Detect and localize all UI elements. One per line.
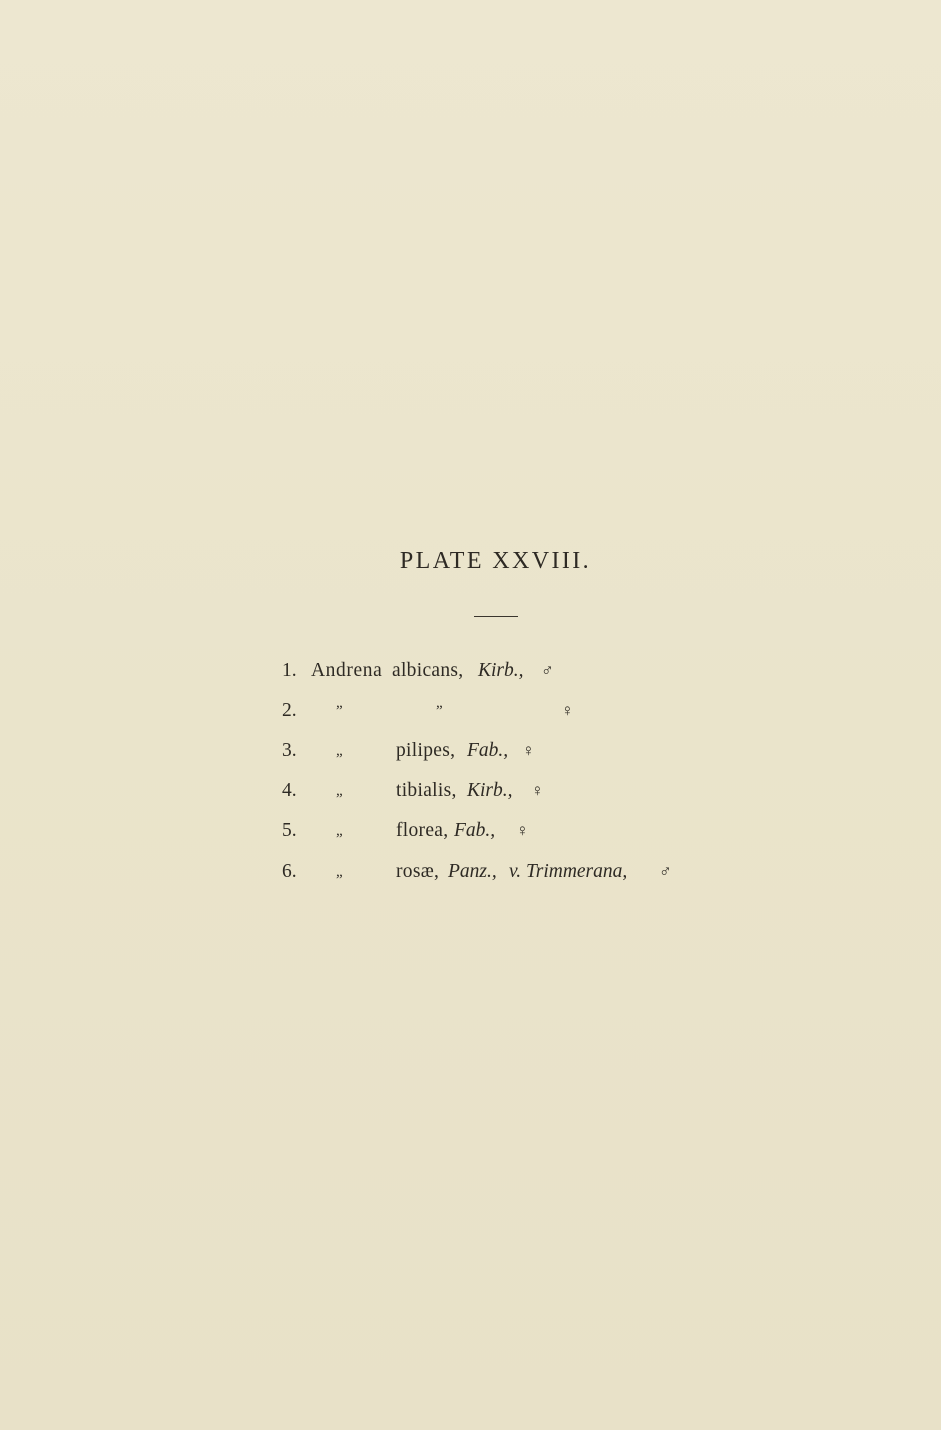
legend-entry [0,816,941,846]
genus-ditto-mark: „ [336,783,343,799]
legend-entry [0,857,941,887]
entry-number: 1. [282,660,297,681]
legend-entry [0,776,941,806]
entry-number: 6. [282,861,297,882]
male-sex-symbol: ♂ [659,862,672,881]
species-name: albicans, [392,660,464,681]
entry-number: 2. [282,700,297,721]
genus-ditto-mark: ” [336,703,343,719]
species-authority: Kirb., [478,660,524,681]
entry-number: 3. [282,740,297,761]
female-sex-symbol: ♀ [561,701,574,720]
legend-entry [0,736,941,766]
legend-entry [0,656,941,686]
female-sex-symbol: ♀ [516,821,529,840]
species-name: pilipes, [396,740,456,761]
entry-number: 4. [282,780,297,801]
entry-number: 5. [282,820,297,841]
species-authority: Fab., [454,820,496,841]
species-ditto-mark: ” [436,703,443,719]
species-authority: Kirb., [467,780,513,801]
female-sex-symbol: ♀ [531,781,544,800]
species-name: tibialis, [396,780,457,801]
species-authority: Panz., [448,861,497,882]
male-sex-symbol: ♂ [541,661,554,680]
legend-entry [0,696,941,726]
genus-name: Andrena [311,660,383,681]
genus-ditto-mark: „ [336,743,343,759]
species-name: florea, [396,820,449,841]
female-sex-symbol: ♀ [522,741,535,760]
plate-title: PLATE XXVIII. [399,548,592,574]
species-authority: Fab., [467,740,509,761]
genus-ditto-mark: „ [336,823,343,839]
species-name: rosæ, [396,861,440,882]
variety-name: v. Trimmerana, [509,861,628,882]
genus-ditto-mark: „ [336,864,343,880]
